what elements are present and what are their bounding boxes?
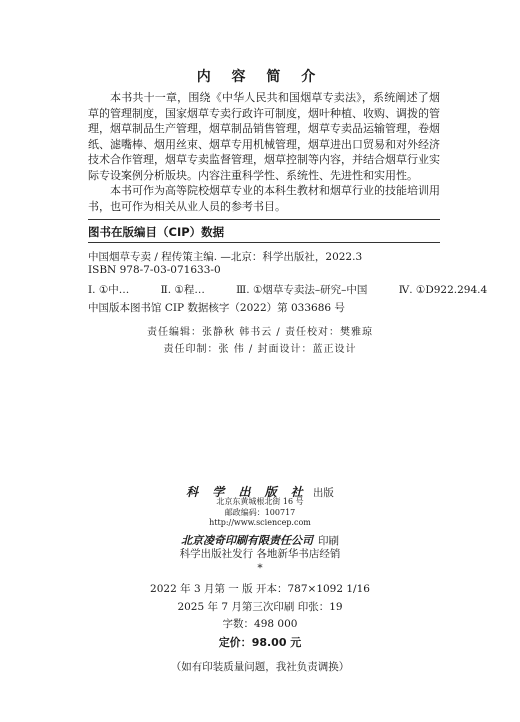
publisher-postcode: 邮政编码：100717	[224, 508, 296, 517]
edition-line: 2022 年 3 月第 一 版 开本：787×1092 1/16	[150, 583, 370, 595]
divider	[88, 242, 440, 243]
cip-class-item: Ⅳ. ①D922.294.4	[398, 284, 488, 296]
publisher-suffix: 出版	[312, 487, 334, 499]
word-count: 字数：498 000	[222, 618, 298, 630]
cip-classification	[88, 282, 488, 297]
cip-record-number: 中国版本图书馆 CIP 数据核字（2022）第 033686 号	[88, 302, 345, 314]
quality-notice: （如有印装质量问题，我社负责调换）	[170, 661, 350, 673]
price-label: 定价：	[218, 636, 252, 649]
publisher-url: http://www.sciencep.com	[209, 518, 311, 527]
editor-credits: 责任编辑：张静秋 韩书云 / 责任校对：樊雅琼	[147, 327, 373, 338]
publisher-address: 北京东黄城根北街 16 号	[216, 497, 304, 506]
summary-text	[88, 90, 440, 214]
summary-title: 内 容 简 介	[196, 69, 324, 85]
price-value: 98.00 元	[251, 636, 302, 649]
star-separator: *	[257, 562, 263, 574]
printer-suffix: 印刷	[318, 535, 340, 547]
summary-paragraph: 本书可作为高等院校烟草专业的本科生教材和烟草行业的技能培训用书，也可作为相关从业人员的参考书目。	[88, 184, 440, 213]
publisher-logo-text: 科 学 出 版 社	[186, 485, 308, 499]
printing-credits: 责任印制：张 伟 / 封面设计：蓝正设计	[163, 344, 357, 355]
cip-class-item: Ⅲ. ①烟草专卖法–研究–中国	[236, 284, 368, 296]
cip-class-item: Ⅰ. ①中…	[88, 284, 130, 296]
cip-class-item: Ⅱ. ①程…	[160, 284, 205, 296]
cip-heading: 图书在版编目（CIP）数据	[88, 225, 225, 239]
reprint-line: 2025 年 7 月第三次印刷 印张：19	[177, 601, 343, 613]
distribution-line: 科学出版社发行 各地新华书店经销	[179, 548, 341, 560]
printer-name: 北京凌奇印刷有限责任公司	[180, 534, 313, 547]
divider	[88, 219, 440, 220]
cip-book-info: 中国烟草专卖 / 程传策主编. —北京：科学出版社，2022.3	[88, 251, 363, 263]
price-line	[0, 631, 520, 650]
summary-paragraph: 本书共十一章，围绕《中华人民共和国烟草专卖法》，系统阐述了烟草的管理制度，国家烟草专卖行政许可制度，烟叶种植、收购、调拨的管理，烟草制品生产管理，烟草制品销售管理，烟草专卖品运输管理，卷烟纸、滤嘴棒、烟用丝束、烟草专用机械管理，烟草进出口贸易和对外经济技术合作管理，烟草专卖监督管理，烟草控制等内容，并结合烟草行业实际专设案例分析版块。内容注重科学性、系统性、先进性和实用性。	[88, 91, 440, 182]
cip-isbn: ISBN 978-7-03-071633-0	[88, 264, 221, 276]
